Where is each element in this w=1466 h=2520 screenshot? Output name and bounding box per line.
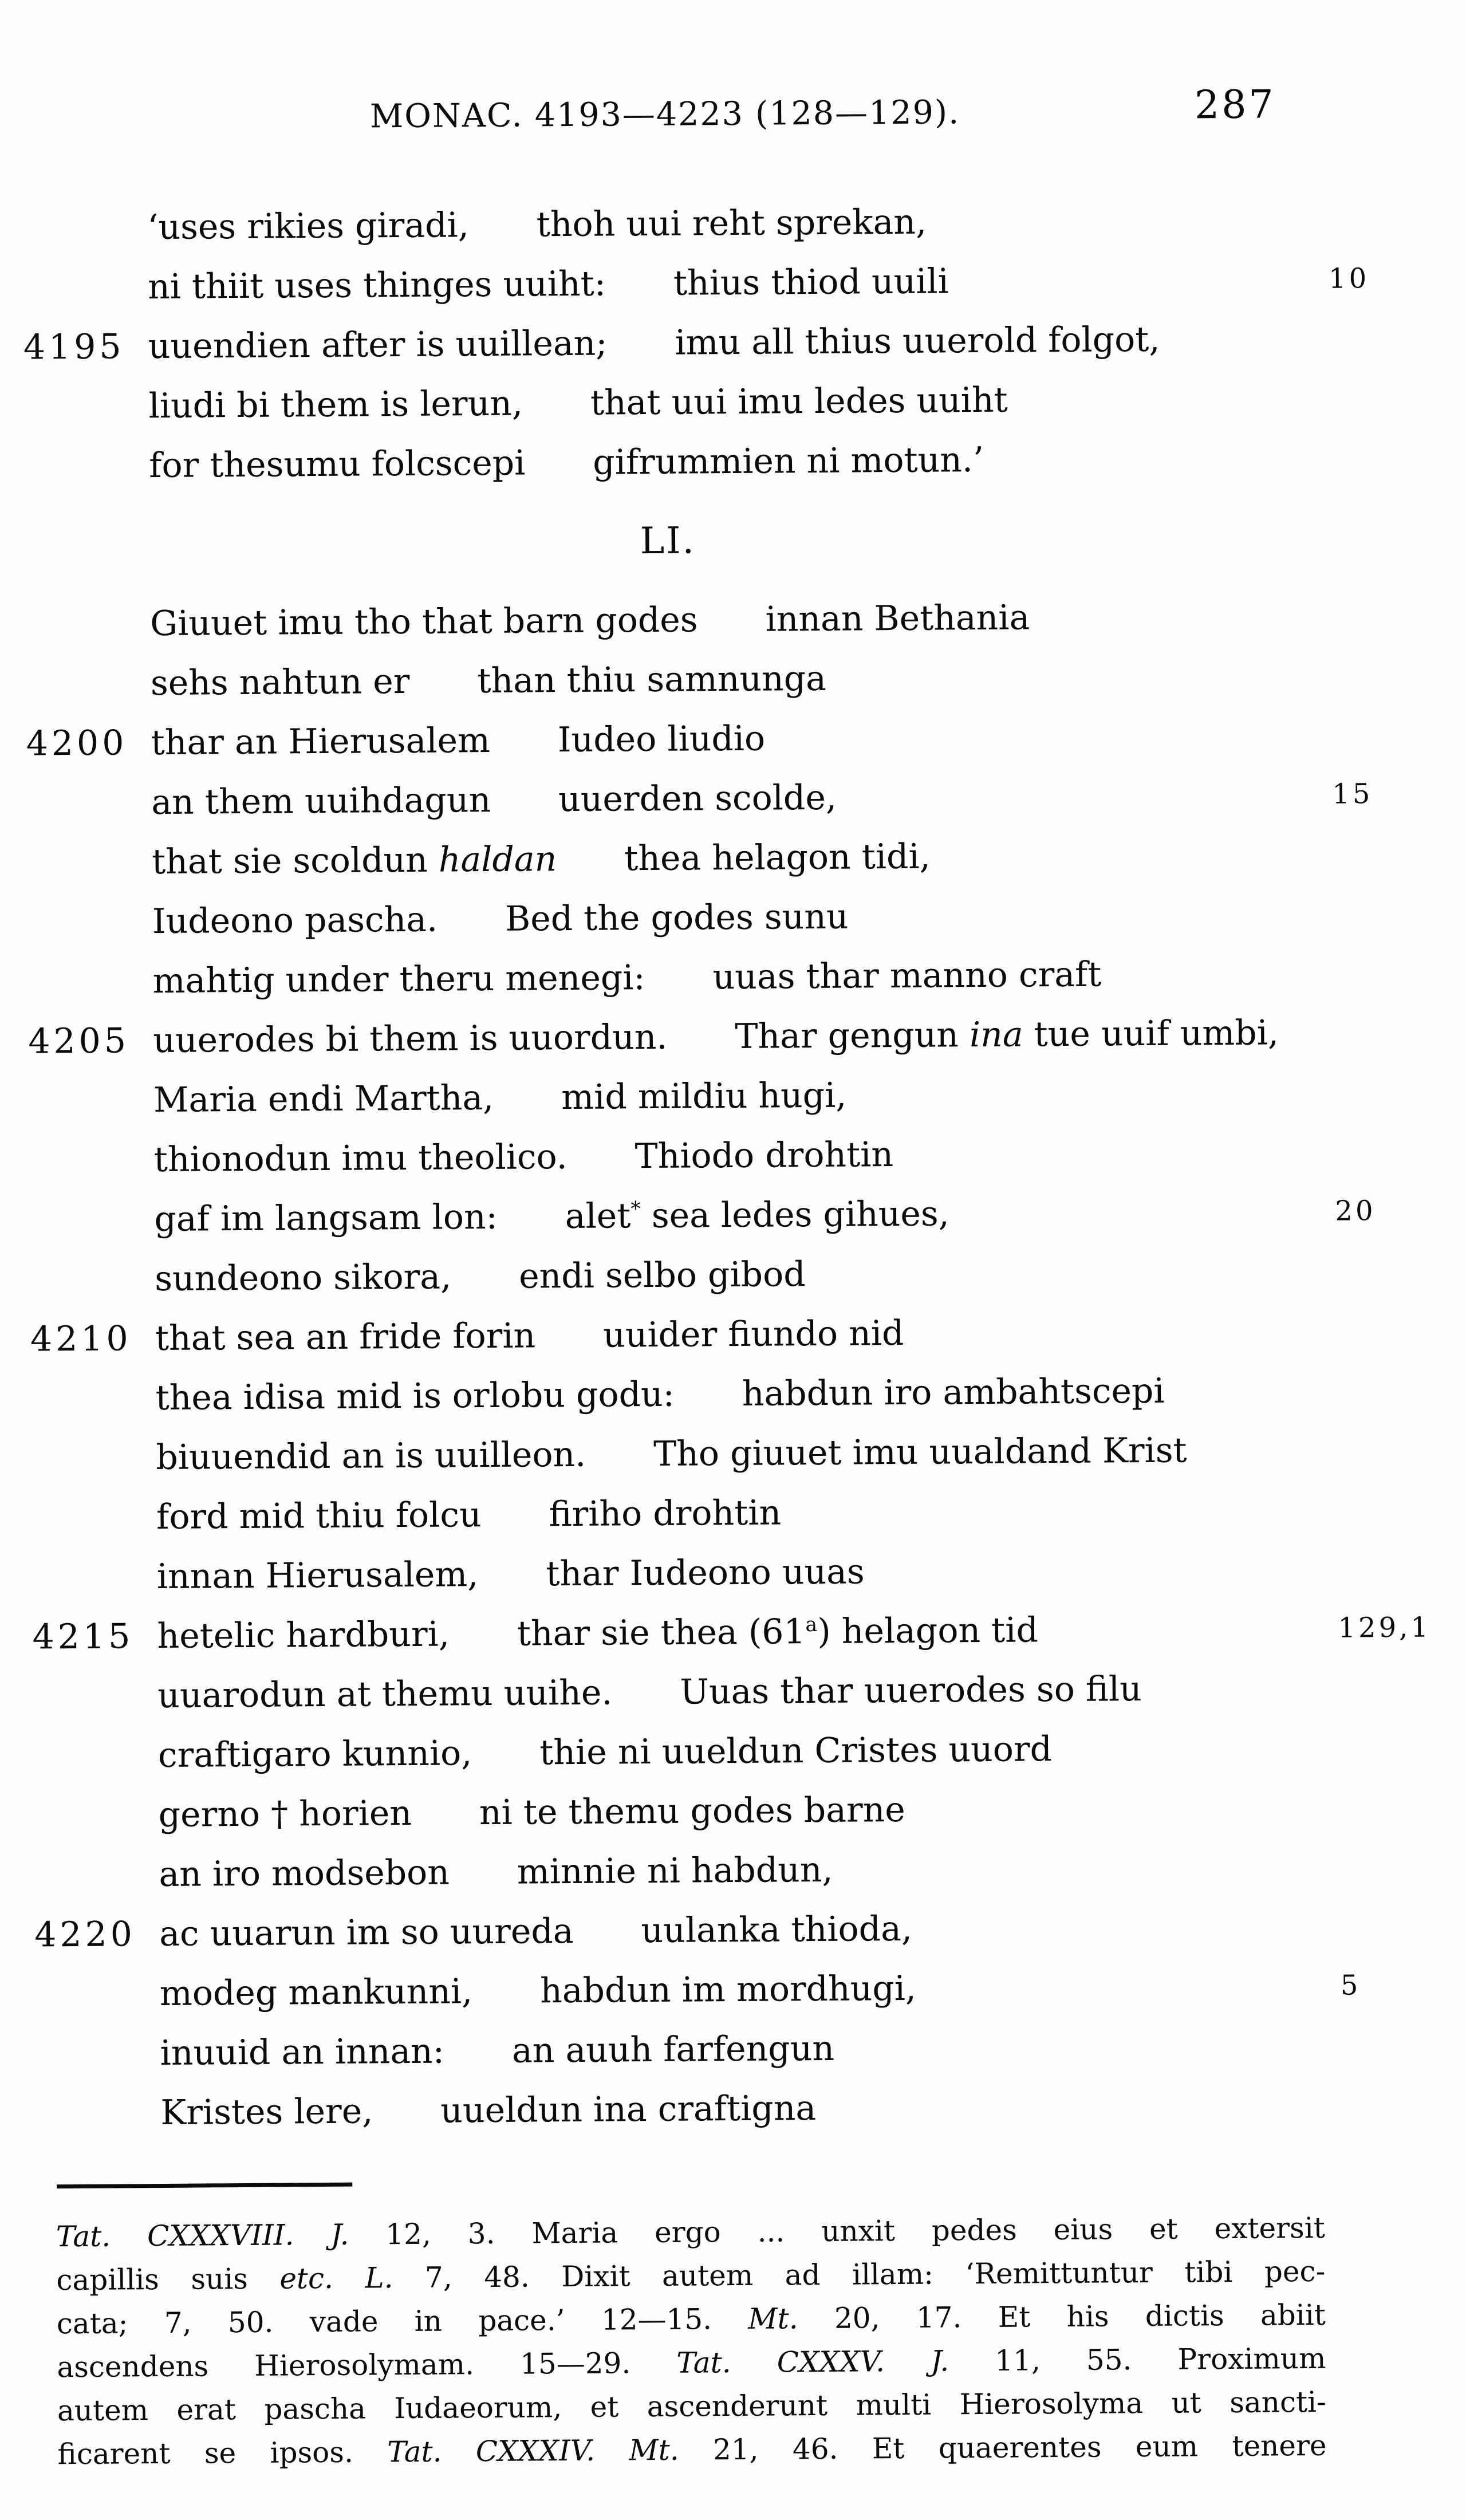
verse-half-a: hetelic hardburi, — [157, 1614, 450, 1657]
verse-line — [0, 1180, 1466, 1250]
verse-half-b: habdun im mordhugi, — [539, 1968, 917, 2011]
verse-number: 4210 — [30, 1318, 132, 1360]
verse-half-b: alet* sea ledes gihues, — [565, 1194, 949, 1237]
verse-half-b: uuerden scolde, — [558, 777, 837, 820]
verse-line — [0, 367, 1460, 437]
margin-line-number: 129,1 — [1338, 1611, 1432, 1644]
verse-line — [0, 427, 1461, 497]
verse-half-b: that uui imu ledes uuiht — [590, 380, 1008, 423]
verse-half-b: Bed the godes sunu — [505, 896, 849, 939]
verse-half-a: gerno † horien — [158, 1793, 412, 1836]
verse-line — [0, 1002, 1465, 1072]
verse-line — [1, 1419, 1466, 1489]
verse-line — [0, 763, 1463, 833]
verse-half-a: Maria endi Martha, — [153, 1077, 494, 1121]
footnote-separator — [57, 2183, 352, 2189]
verse-half-b: minnie ni habdun, — [517, 1849, 833, 1892]
verse-half-a: craftigaro kunnio, — [157, 1733, 472, 1776]
verse-line — [3, 1657, 1466, 1727]
verse-half-b: thie ni uueldun Cristes uuord — [539, 1729, 1053, 1773]
verse-line — [3, 1716, 1466, 1786]
verse-half-b: thea helagon tidi, — [624, 836, 931, 879]
verse-half-b: Thiodo drohtin — [635, 1135, 894, 1177]
verse-half-a: uuarodun at themu uuihe. — [157, 1672, 613, 1716]
verse-number: 4215 — [32, 1616, 134, 1657]
verse-line — [0, 188, 1459, 258]
verse-line — [0, 644, 1462, 714]
verse-line — [0, 1121, 1465, 1191]
verse-half-a: ni thiit uses thinges uuiht: — [147, 263, 606, 308]
verse-half-a: mahtig under theru menegi: — [152, 958, 645, 1002]
verse-line — [1, 1359, 1466, 1429]
verse-half-a: uuendien after is uuillean; — [148, 323, 608, 367]
verse-half-a: ford mid thiu folcu — [156, 1495, 482, 1538]
verse-line — [4, 1836, 1466, 1905]
verse-half-a: liudi bi them is lerun, — [148, 383, 523, 427]
margin-line-number: 5 — [1340, 1969, 1361, 2002]
verse-half-a: an them uuihdagun — [151, 779, 491, 823]
page-number: 287 — [1194, 82, 1276, 128]
verse-half-b: firiho drohtin — [549, 1493, 782, 1535]
verse-line — [3, 1776, 1466, 1846]
verse-half-a: biuuendid an is uuilleon. — [156, 1434, 586, 1478]
verse-line — [1, 1300, 1466, 1369]
verse-line — [0, 1061, 1465, 1131]
margin-line-number: 10 — [1328, 262, 1370, 295]
margin-line-number: 20 — [1335, 1195, 1376, 1227]
verse-line — [0, 883, 1464, 952]
verse-line — [0, 585, 1462, 655]
footnote-line: ficarent se ipsos. Tat. CXXXIV. Mt. 21, 46. Et quaerentes eum tenere — [57, 2428, 1327, 2471]
verse-line — [2, 1597, 1466, 1667]
verse-half-a: sundeono sikora, — [154, 1257, 452, 1300]
verse-half-b: thoh uui reht sprekan, — [536, 202, 927, 245]
verse-half-a: ac uuarun im so uureda — [159, 1911, 574, 1955]
verse-half-b: thar sie thea (61$^a$) helagon tid — [517, 1610, 1039, 1654]
verse-half-b: Uuas thar uuerodes so filu — [680, 1669, 1142, 1712]
footnote-block — [56, 2206, 1327, 2476]
verse-half-b: gifrummien ni motun.’ — [593, 439, 984, 483]
verse-half-b: thius thiod uuili — [673, 261, 949, 304]
verse-number: 4195 — [23, 326, 125, 368]
footnote-line: autem erat pascha Iudaeorum, et ascenderunt multi Hierosolyma ut sancti- — [57, 2385, 1327, 2428]
footnote-line: cata; 7, 50. vade in pace.’ 12—15. Mt. 20, 17. Et his dictis abiit — [56, 2298, 1326, 2341]
verse-half-b: uuas thar manno craft — [712, 954, 1102, 998]
verse-line — [0, 704, 1463, 774]
verse-half-a: Kristes lere, — [160, 2091, 373, 2133]
verse-line — [0, 1240, 1466, 1310]
verse-half-a: Iudeono pascha. — [152, 899, 438, 942]
verse-half-a: Giuuet imu tho that barn godes — [149, 600, 698, 644]
verse-line — [5, 1895, 1466, 1965]
verse-line — [5, 2014, 1466, 2084]
verse-number: 4205 — [28, 1021, 130, 1062]
verse-half-a: that sie scoldun haldan — [151, 839, 557, 883]
verse-half-b: thar Iudeono uuas — [546, 1552, 865, 1594]
verse-half-b: uulanka thioda, — [641, 1908, 913, 1951]
verse-line — [0, 823, 1463, 893]
verse-half-b: innan Bethania — [765, 597, 1030, 640]
verse-half-b: uueldun ina craftigna — [440, 2088, 817, 2131]
footnote-line: ascendens Hierosolymam. 15—29. Tat. CXXXV. J. 11, 55. Proximum — [57, 2341, 1326, 2384]
verse-line — [0, 248, 1459, 318]
verse-half-a: thar an Hierusalem — [151, 720, 491, 763]
verse-half-b: an auuh farfengun — [511, 2028, 835, 2071]
margin-line-number: 15 — [1332, 778, 1373, 810]
verse-line — [6, 2074, 1466, 2144]
verse-block — [0, 188, 1466, 2144]
verse-half-a: for thesumu folcscepi — [149, 443, 526, 486]
verse-half-b: uuider fiundo nid — [602, 1313, 904, 1356]
verse-half-b: endi selbo gibod — [518, 1254, 806, 1297]
verse-half-a: thea idisa mid is orlobu godu: — [155, 1374, 675, 1419]
verse-half-a: modeg mankunni, — [159, 1971, 473, 2014]
verse-half-a: an iro modsebon — [159, 1852, 450, 1895]
verse-half-b: Thar gengun ina tue uuif umbi, — [735, 1013, 1279, 1057]
verse-half-b: mid mildiu hugi, — [561, 1075, 847, 1118]
verse-half-a: thionodun imu theolico. — [153, 1137, 568, 1180]
verse-line — [2, 1538, 1466, 1608]
fitte-heading: LI. — [640, 519, 696, 563]
verse-line — [5, 1955, 1466, 2025]
verse-half-a: that sea an fride forin — [155, 1316, 536, 1359]
verse-half-a: sehs nahtun er — [150, 661, 410, 704]
footnote-line: Tat. CXXXVIII. J. 12, 3. Maria ergo ... unxit pedes eius et extersit — [56, 2211, 1326, 2254]
verse-half-b: Iudeo liudio — [557, 718, 766, 761]
verse-half-b: habdun iro ambahtscepi — [742, 1371, 1165, 1414]
verse-half-b: Tho giuuet imu uualdand Krist — [653, 1430, 1187, 1474]
verse-half-b: ni te themu godes barne — [479, 1789, 906, 1833]
verse-half-b: imu all thius uuerold folgot, — [675, 319, 1160, 363]
verse-half-a: innan Hierusalem, — [156, 1554, 479, 1597]
verse-number: 4200 — [26, 723, 128, 764]
footnote-line: capillis suis etc. L. 7, 48. Dixit autem ad illam: ‘Remittuntur tibi pec- — [56, 2254, 1326, 2297]
verse-half-a: uuerodes bi them is uuordun. — [153, 1017, 668, 1061]
verse-line — [0, 308, 1460, 377]
text-block — [0, 188, 1466, 2476]
verse-half-b: than thiu samnunga — [477, 658, 827, 702]
verse-half-a: ‘uses rikies giradi, — [147, 205, 470, 248]
verse-line — [2, 1478, 1466, 1548]
verse-line — [0, 942, 1464, 1012]
verse-number: 4220 — [34, 1914, 136, 1955]
verse-half-a: inuuid an innan: — [160, 2031, 445, 2074]
running-header: MONAC. 4193—4223 (128—129). — [369, 93, 960, 136]
verse-half-a: gaf im langsam lon: — [154, 1196, 498, 1240]
